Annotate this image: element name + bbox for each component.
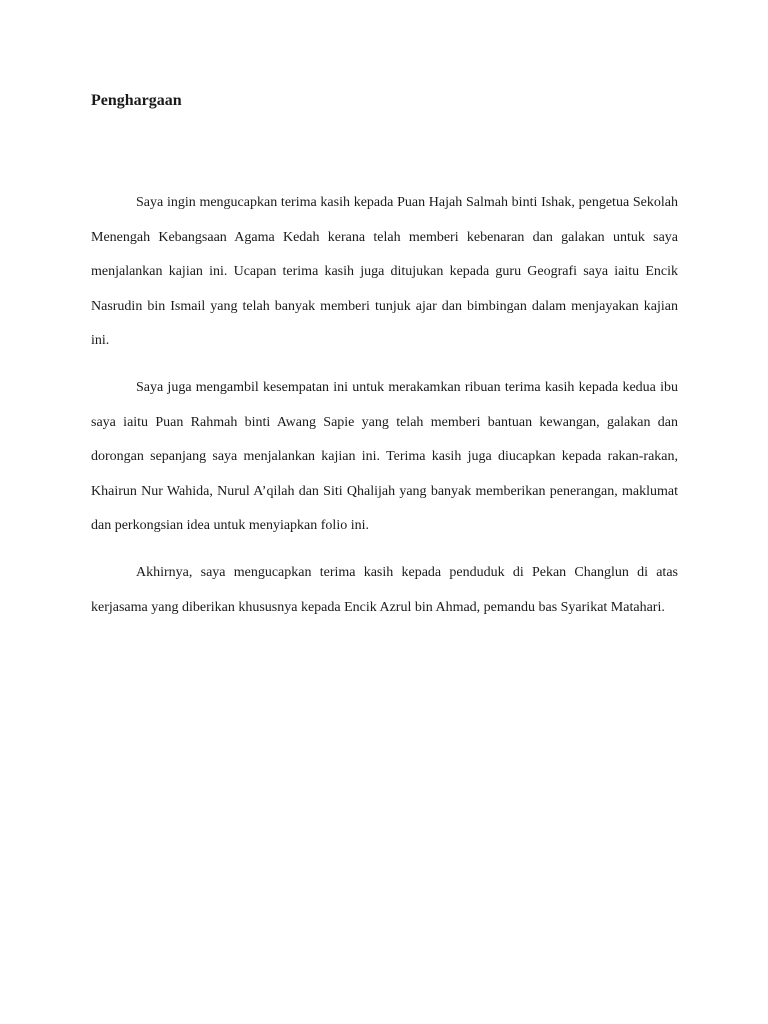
paragraph-1: Saya ingin mengucapkan terima kasih kepada Puan Hajah Salmah binti Ishak, pengetua Sekolah Menengah Kebangsaan Agama Kedah kerana telah memberi kebenaran dan galakan untuk saya menjalankan kajian ini. Ucapan terima kasih juga ditujukan kepada guru Geografi saya iaitu Encik Nasrudin bin Ismail yang telah banyak memberi tunjuk ajar dan bimbingan dalam menjayakan kajian ini. bbox=[91, 195, 678, 349]
paragraph-3: Akhirnya, saya mengucapkan terima kasih kepada penduduk di Pekan Changlun di atas kerjasama yang diberikan khususnya kepada Encik Azrul bin Ahmad, pemandu bas Syarikat Matahari. bbox=[91, 564, 678, 615]
page-heading: Penghargaan bbox=[91, 92, 182, 109]
paragraph-2: Saya juga mengambil kesempatan ini untuk merakamkan ribuan terima kasih kepada kedua ibu saya iaitu Puan Rahmah binti Awang Sapie yang telah memberi bantuan kewangan, galakan dan dorongan sepanjang saya menjalankan kajian ini. Terima kasih juga diucapkan kepada rakan-rakan, Khairun Nur Wahida, Nurul A’qilah dan Siti Qhalijah yang banyak memberikan penerangan, maklumat dan perkongsian idea untuk menyiapkan folio ini. bbox=[91, 379, 678, 534]
acknowledgement-body bbox=[91, 186, 678, 637]
